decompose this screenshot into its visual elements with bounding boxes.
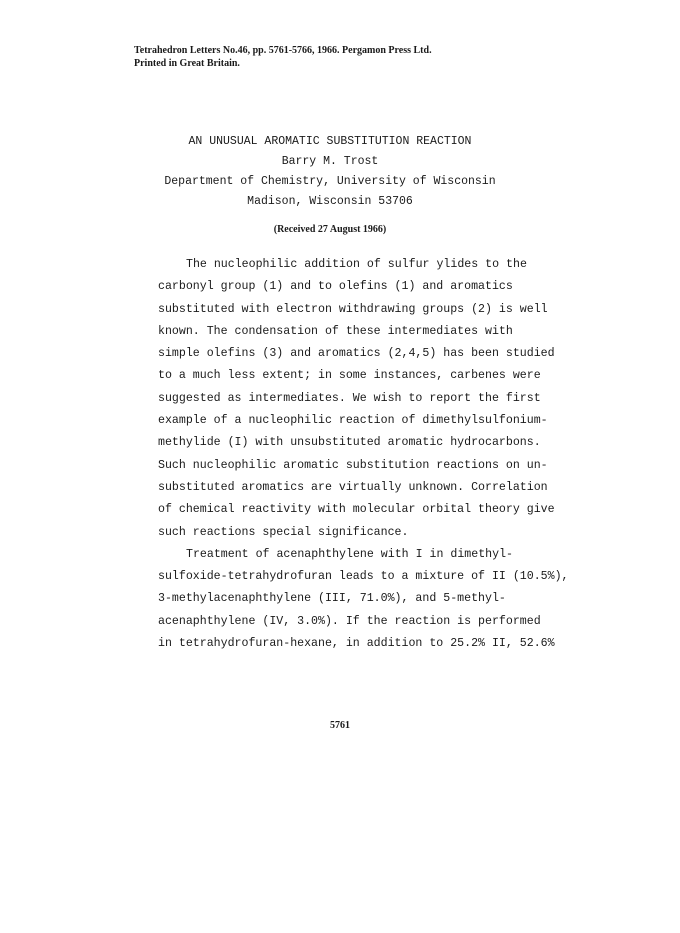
page-number: 5761 [330, 720, 350, 731]
title-block [0, 132, 660, 212]
body-line: simple olefins (3) and aromatics (2,4,5) has been studied [158, 347, 555, 361]
printed-in: Printed in Great Britain. [134, 58, 240, 69]
body-line: methylide (I) with unsubstituted aromatic hydrocarbons. [158, 436, 541, 450]
location: Madison, Wisconsin 53706 [247, 195, 413, 208]
body-line: The nucleophilic addition of sulfur ylides to the [186, 258, 527, 271]
received-date: (Received 27 August 1966) [273, 224, 387, 235]
body-line: substituted aromatics are virtually unknown. Correlation [158, 480, 548, 494]
body-line: sulfoxide-tetrahydrofuran leads to a mixture of II (10.5%), [158, 570, 569, 584]
body-line: carbonyl group (1) and to olefins (1) and aromatics [158, 280, 513, 294]
body-line: 3-methylacenaphthylene (III, 71.0%), and 5-methyl- [158, 592, 506, 606]
body-line: Such nucleophilic aromatic substitution reactions on un- [158, 458, 548, 472]
body-line: in tetrahydrofuran-hexane, in addition to 25.2% II, 52.6% [158, 637, 555, 651]
body-line: such reactions special significance. [158, 525, 409, 539]
affiliation: Department of Chemistry, University of Wisconsin [164, 175, 496, 188]
body-line: of chemical reactivity with molecular orbital theory give [158, 503, 555, 517]
body-line: substituted with electron withdrawing groups (2) is well [158, 302, 548, 316]
journal-header [134, 44, 432, 70]
body-line: example of a nucleophilic reaction of dimethylsulfonium- [158, 414, 548, 428]
body-line: Treatment of acenaphthylene with I in dimethyl- [186, 547, 513, 561]
body-text [158, 254, 578, 655]
body-line: suggested as intermediates. We wish to report the first [158, 391, 541, 405]
body-line: known. The condensation of these intermediates with [158, 324, 513, 338]
journal-citation: Tetrahedron Letters No.46, pp. 5761-5766, 1966. Pergamon Press Ltd. [134, 45, 432, 56]
body-line: to a much less extent; in some instances, carbenes were [158, 369, 541, 383]
author-name: Barry M. Trost [281, 155, 379, 168]
article-title: AN UNUSUAL AROMATIC SUBSTITUTION REACTION [188, 135, 472, 148]
body-line: acenaphthylene (IV, 3.0%). If the reaction is performed [158, 614, 541, 628]
